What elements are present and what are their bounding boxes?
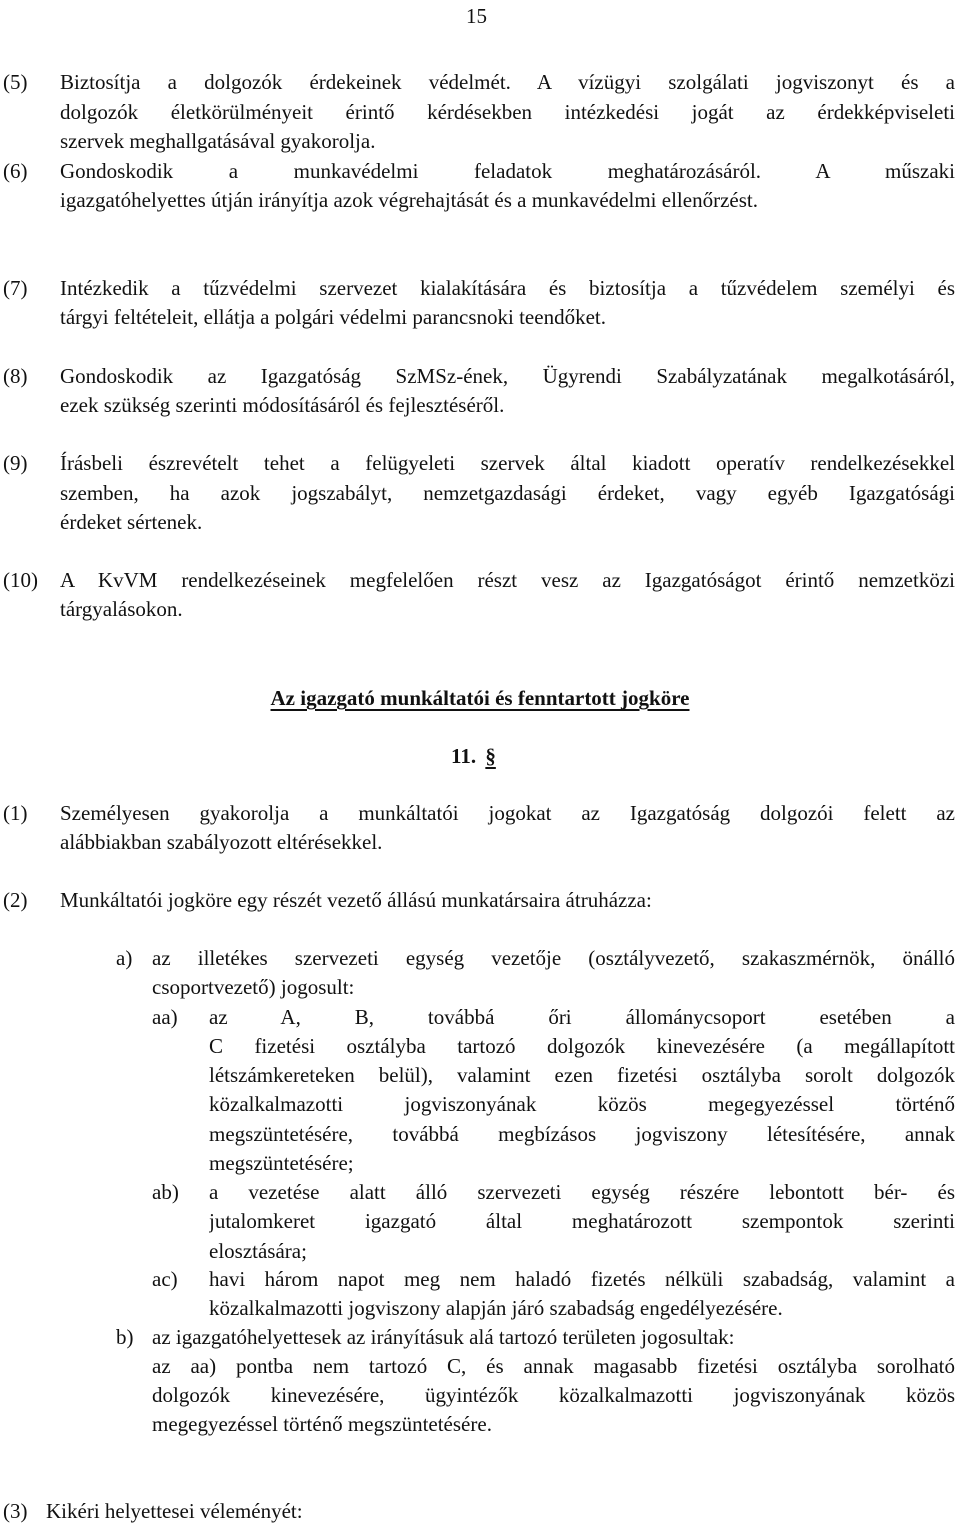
paragraph-number: (5) (3, 70, 28, 94)
paragraph-line: szervek meghallgatásával gyakorolja. (60, 129, 376, 153)
list-line: az aa) pontba nem tartozó C, és annak magasabb fizetési osztályba sorolható (152, 1354, 955, 1378)
list-line: létszámkereteken belül), valamint ezen fizetési osztályba sorolt dolgozók (209, 1063, 955, 1087)
list-line: elosztására; (209, 1239, 307, 1263)
list-line: megszüntetésére; (209, 1151, 354, 1175)
paragraph-number: (8) (3, 364, 28, 388)
section-symbol: § (485, 744, 496, 768)
section-number (451, 741, 496, 771)
section-number-text: 11. (451, 744, 477, 768)
paragraph-line: Személyesen gyakorolja a munkáltatói jogokat az Igazgatóság dolgozói felett az (60, 801, 955, 825)
paragraph-line: tárgyalásokon. (60, 597, 183, 621)
list-line: közalkalmazotti jogviszony alapján járó szabadság engedélyezésére. (209, 1296, 783, 1320)
paragraph-line: Intézkedik a tűzvédelmi szervezet kialakítására és biztosítja a tűzvédelem személyi és (60, 276, 955, 300)
paragraph-line: ezek szükség szerinti módosításáról és fejlesztéséről. (60, 393, 505, 417)
page-number: 15 (466, 4, 487, 28)
paragraph-line: Kikéri helyettesei véleményét: (46, 1499, 303, 1523)
paragraph-line: Gondoskodik az Igazgatóság SzMSz-ének, Ügyrendi Szabályzatának megalkotásáról, (60, 364, 955, 388)
list-label: ac) (152, 1267, 178, 1291)
paragraph-line: A KvVM rendelkezéseinek megfelelően részt vesz az Igazgatóságot érintő nemzetközi (60, 568, 955, 592)
paragraph-line: Írásbeli észrevételt tehet a felügyeleti szervek által kiadott operatív rendelkezésekkel (60, 451, 955, 475)
list-label: b) (116, 1325, 134, 1349)
list-line: megszüntetésére, továbbá megbízásos jogviszony létesítésére, annak (209, 1122, 955, 1146)
paragraph-line: Biztosítja a dolgozók érdekeinek védelmét. A vízügyi szolgálati jogviszonyt és a (60, 70, 955, 94)
paragraph-line: dolgozók életkörülményeit érintő kérdésekben intézkedési jogát az érdekképviseleti (60, 100, 955, 124)
list-line: havi három napot meg nem haladó fizetés nélküli szabadság, valamint a (209, 1267, 955, 1291)
paragraph-number: (2) (3, 888, 28, 912)
section-title-text: Az igazgató munkáltatói és fenntartott jogköre (270, 686, 690, 710)
list-line: csoportvezető) jogosult: (152, 975, 355, 999)
paragraph-line: Munkáltatói jogköre egy részét vezető állású munkatársaira átruházza: (60, 888, 652, 912)
paragraph-line: Gondoskodik a munkavédelmi feladatok meghatározásáról. A műszaki (60, 159, 955, 183)
list-line: közalkalmazotti jogviszonyának közös megegyezéssel történő (209, 1092, 955, 1116)
list-line: az igazgatóhelyettesek az irányításuk alá tartozó területen jogosultak: (152, 1325, 735, 1349)
paragraph-line: igazgatóhelyettes útján irányítja azok végrehajtását és a munkavédelmi ellenőrzést. (60, 188, 758, 212)
paragraph-number: (6) (3, 159, 28, 183)
section-title (0, 683, 960, 713)
paragraph-line: érdeket sértenek. (60, 510, 203, 534)
paragraph-number: (1) (3, 801, 28, 825)
list-label: aa) (152, 1005, 178, 1029)
list-label: a) (116, 946, 133, 970)
list-line: dolgozók kinevezésére, ügyintézők közalkalmazotti jogviszonyának közös (152, 1383, 955, 1407)
list-label: ab) (152, 1180, 179, 1204)
paragraph-number: (9) (3, 451, 28, 475)
paragraph-number: (7) (3, 276, 28, 300)
list-line: a vezetése alatt álló szervezeti egység részére lebontott bér- és (209, 1180, 955, 1204)
list-line: jutalomkeret igazgató által meghatározott szempontok szerinti (209, 1209, 955, 1233)
paragraph-line: alábbiakban szabályozott eltérésekkel. (60, 830, 383, 854)
paragraph-number: (10) (3, 568, 38, 592)
list-line: az A, B, továbbá őri állománycsoport esetében a (209, 1005, 955, 1029)
paragraph-line: szemben, ha azok jogszabályt, nemzetgazdasági érdeket, vagy egyéb Igazgatósági (60, 481, 955, 505)
list-line: C fizetési osztályba tartozó dolgozók kinevezésére (a megállapított (209, 1034, 955, 1058)
list-line: megegyezéssel történő megszüntetésére. (152, 1412, 492, 1436)
paragraph-number: (3) (3, 1499, 28, 1523)
list-line: az illetékes szervezeti egység vezetője (osztályvezető, szakaszmérnök, önálló (152, 946, 955, 970)
paragraph-line: tárgyi feltételeit, ellátja a polgári védelmi parancsnoki teendőket. (60, 305, 606, 329)
